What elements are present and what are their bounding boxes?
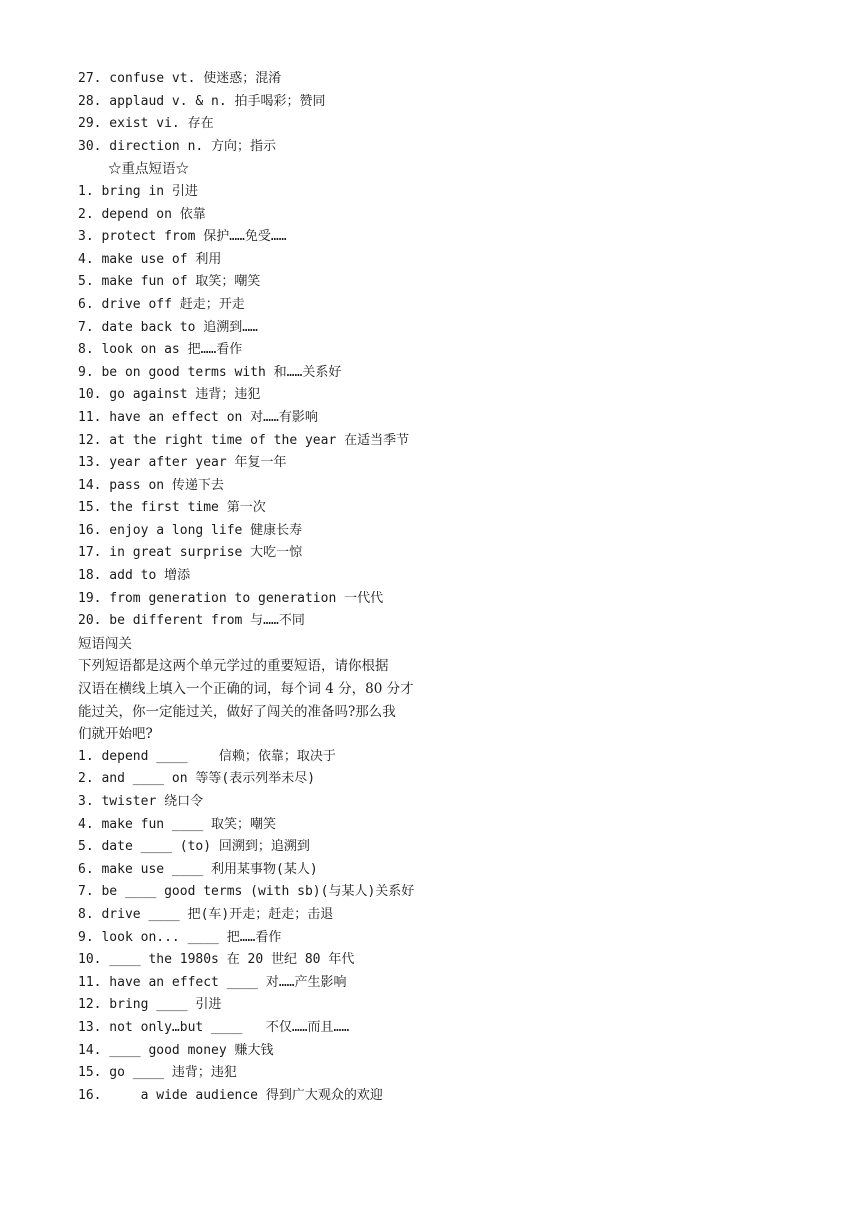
phrase-item: 8. look on as 把……看作 xyxy=(78,342,243,358)
vocab-item: 27. confuse vt. 使迷惑；混淆 xyxy=(78,71,282,86)
quiz-item: 6. make use ____ 利用某事物(某人) xyxy=(78,861,318,877)
quiz-item: 15. go ____ 违背；违犯 xyxy=(78,1065,237,1081)
quiz-list xyxy=(78,746,498,1108)
phrase-item: 12. at the right time of the year 在适当季节 xyxy=(78,432,410,448)
phrase-item: 11. have an effect on 对……有影响 xyxy=(78,409,318,425)
quiz-intro-line: 下列短语都是这两个单元学过的重要短语，请你根据 xyxy=(78,658,389,675)
quiz-intro-line: 汉语在横线上填入一个正确的词，每个词 4 分，80 分才 xyxy=(78,681,414,698)
phrase-item: 20. be different from 与……不同 xyxy=(78,613,305,629)
quiz-intro-line: 们就开始吧? xyxy=(78,726,153,743)
quiz-item: 13. not only…but ____ 不仅……而且…… xyxy=(78,1019,350,1035)
quiz-item: 11. have an effect ____ 对……产生影响 xyxy=(78,974,347,990)
phrase-item: 15. the first time 第一次 xyxy=(78,500,266,516)
quiz-item: 2. and ____ on 等等(表示列举未尽) xyxy=(78,771,316,787)
phrase-item: 14. pass on 传递下去 xyxy=(78,477,224,493)
quiz-item: 16. a wide audience 得到广大观众的欢迎 xyxy=(78,1087,383,1103)
quiz-item: 5. date ____ (to) 回溯到；追溯到 xyxy=(78,839,310,855)
quiz-heading: 短语闯关 xyxy=(78,635,132,652)
phrase-item: 9. be on good terms with 和……关系好 xyxy=(78,364,342,380)
phrase-item: 19. from generation to generation 一代代 xyxy=(78,590,384,606)
phrase-item: 10. go against 违背；违犯 xyxy=(78,387,261,403)
phrase-item: 16. enjoy a long life 健康长寿 xyxy=(78,522,303,538)
quiz-item: 10. ____ the 1980s 在 20 世纪 80 年代 xyxy=(78,952,355,968)
phrase-item: 4. make use of 利用 xyxy=(78,251,222,267)
quiz-item: 1. depend ____ 信赖；依靠；取决于 xyxy=(78,748,336,764)
quiz-intro xyxy=(78,655,498,745)
phrase-item: 7. date back to 追溯到…… xyxy=(78,319,258,335)
key-phrases-list xyxy=(78,181,498,633)
phrase-item: 5. make fun of 取笑；嘲笑 xyxy=(78,274,261,290)
quiz-item: 7. be ____ good terms (with sb)(与某人)关系好 xyxy=(78,884,415,900)
quiz-item: 8. drive ____ 把(车)开走；赶走；击退 xyxy=(78,906,334,922)
phrases-heading: ☆重点短语☆ xyxy=(108,161,189,178)
quiz-item: 14. ____ good money 赚大钱 xyxy=(78,1042,274,1058)
phrase-item: 2. depend on 依靠 xyxy=(78,206,206,222)
quiz-item: 9. look on... ____ 把……看作 xyxy=(78,929,282,945)
phrase-item: 3. protect from 保护……免受…… xyxy=(78,229,287,245)
vocabulary-list xyxy=(78,68,498,158)
vocab-item: 29. exist vi. 存在 xyxy=(78,116,214,132)
quiz-item: 4. make fun ____ 取笑；嘲笑 xyxy=(78,816,277,832)
phrase-item: 1. bring in 引进 xyxy=(78,183,198,199)
quiz-intro-line: 能过关，你一定能过关，做好了闯关的准备吗?那么我 xyxy=(78,703,396,720)
phrase-item: 6. drive off 赶走；开走 xyxy=(78,296,245,312)
quiz-item: 3. twister 绕口令 xyxy=(78,794,204,809)
document-page xyxy=(78,68,498,1107)
quiz-item: 12. bring ____ 引进 xyxy=(78,997,222,1013)
vocab-item: 28. applaud v. & n. 拍手喝彩；赞同 xyxy=(78,93,326,109)
phrase-item: 18. add to 增添 xyxy=(78,568,191,584)
phrase-item: 17. in great surprise 大吃一惊 xyxy=(78,545,303,561)
phrase-item: 13. year after year 年复一年 xyxy=(78,455,287,471)
vocab-item: 30. direction n. 方向；指示 xyxy=(78,138,277,154)
